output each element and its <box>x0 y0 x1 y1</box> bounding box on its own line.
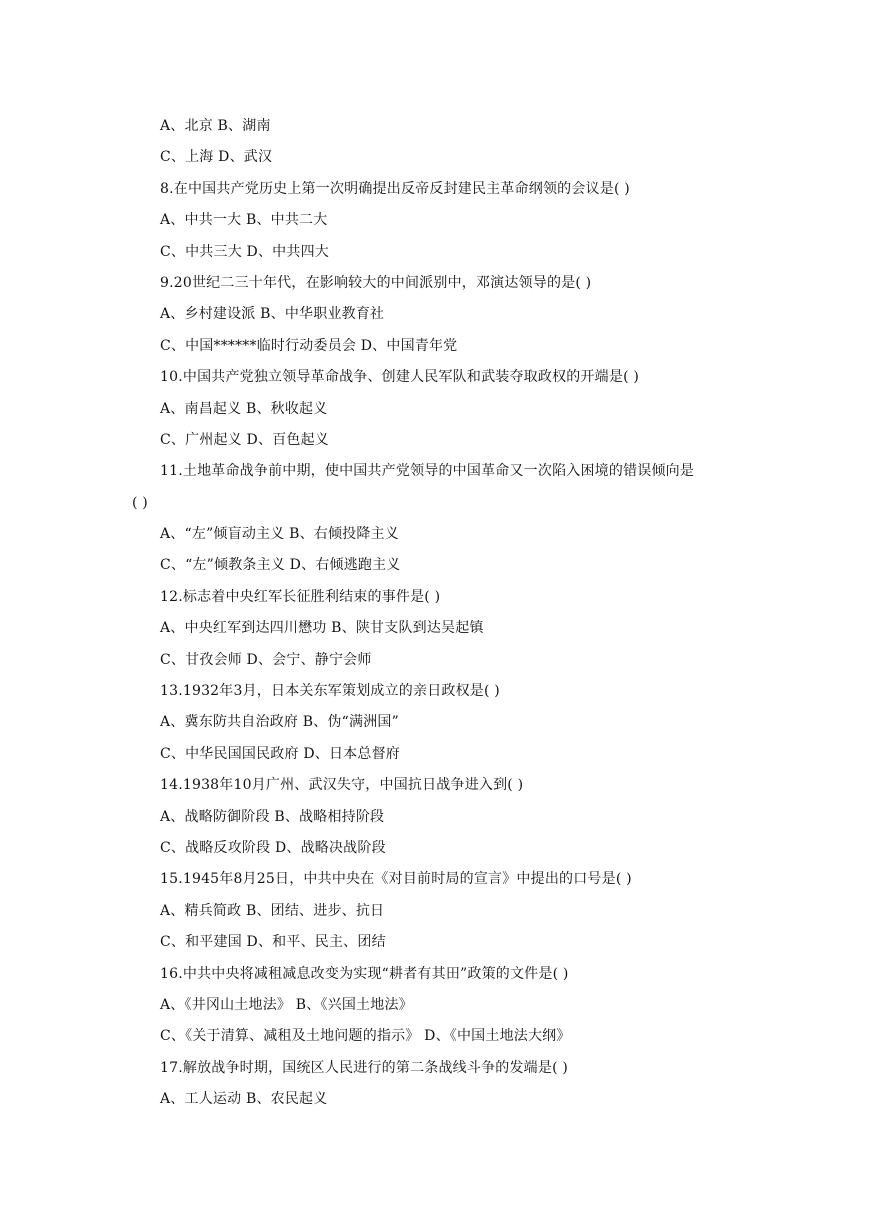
question-17: 17.解放战争时期，国统区人民进行的第二条战线斗争的发端是( ) <box>160 1059 569 1076</box>
answer-options: A、战略防御阶段 B、战略相持阶段 <box>160 808 385 825</box>
answer-options: C、中共三大 D、中共四大 <box>160 243 329 260</box>
answer-options: C、广州起义 D、百色起义 <box>160 431 329 448</box>
question-11-continuation: ( ) <box>132 494 148 511</box>
question-12: 12.标志着中央红军长征胜利结束的事件是( ) <box>160 588 441 605</box>
answer-options: A、工人运动 B、农民起义 <box>160 1091 328 1108</box>
answer-options: C、中华民国国民政府 D、日本总督府 <box>160 745 400 762</box>
question-15: 15.1945年8月25日，中共中央在《对目前时局的宣言》中提出的口号是( ) <box>160 871 632 888</box>
answer-options: A、“左”倾盲动主义 B、右倾投降主义 <box>160 526 399 543</box>
question-10: 10.中国共产党独立领导革命战争、创建人民军队和武装夺取政权的开端是( ) <box>160 369 640 386</box>
answer-options: C、中国******临时行动委员会 D、中国青年党 <box>160 337 458 354</box>
answer-options: C、战略反攻阶段 D、战略决战阶段 <box>160 839 386 856</box>
answer-options: A、中共一大 B、中共二大 <box>160 212 328 229</box>
question-14: 14.1938年10月广州、武汉失守，中国抗日战争进入到( ) <box>160 777 524 794</box>
answer-options: C、和平建国 D、和平、民主、团结 <box>160 934 386 951</box>
answer-options: C、上海 D、武汉 <box>160 149 273 166</box>
question-8: 8.在中国共产党历史上第一次明确提出反帝反封建民主革命纲领的会议是( ) <box>160 180 630 197</box>
question-11: 11.土地革命战争前中期，使中国共产党领导的中国革命又一次陷入困境的错误倾向是 <box>160 463 695 480</box>
answer-options: A、乡村建设派 B、中华职业教育社 <box>160 306 385 323</box>
answer-options: C、《关于清算、减租及土地问题的指示》 D、《中国土地法大纲》 <box>160 1028 571 1045</box>
document-body <box>132 111 742 1116</box>
answer-options: A、中央红军到达四川懋功 B、陕甘支队到达吴起镇 <box>160 620 484 637</box>
answer-options: A、北京 B、湖南 <box>160 118 271 134</box>
answer-options: A、南昌起义 B、秋收起义 <box>160 400 328 417</box>
answer-options: A、《井冈山土地法》 B、《兴国土地法》 <box>160 996 413 1013</box>
answer-options: A、精兵简政 B、团结、进步、抗日 <box>160 902 385 919</box>
question-13: 13.1932年3月，日本关东军策划成立的亲日政权是( ) <box>160 683 500 700</box>
question-9: 9.20世纪二三十年代，在影响较大的中间派别中，邓演达领导的是( ) <box>160 274 592 291</box>
answer-options: C、甘孜会师 D、会宁、静宁会师 <box>160 651 372 668</box>
question-16: 16.中共中央将减租减息改变为实现“耕者有其田”政策的文件是( ) <box>160 965 569 982</box>
answer-options: C、“左”倾教条主义 D、右倾逃跑主义 <box>160 557 401 574</box>
answer-options: A、冀东防共自治政府 B、伪“满洲国” <box>160 714 399 731</box>
